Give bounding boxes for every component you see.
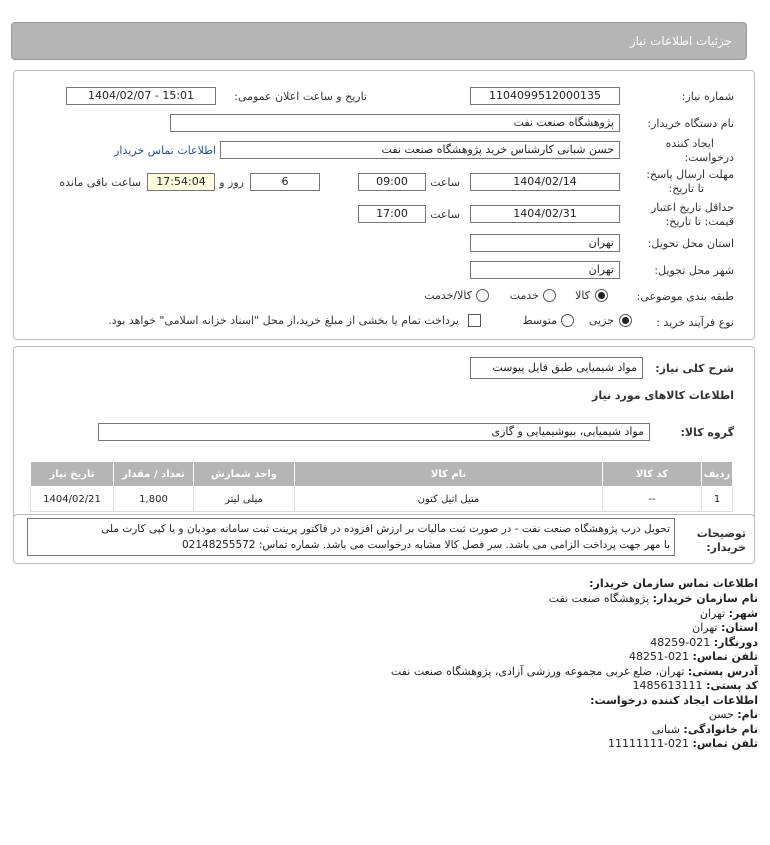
col-date: تاریخ نیاز (31, 462, 114, 487)
col-quantity: تعداد / مقدار (114, 462, 194, 487)
category-radio-service[interactable] (543, 289, 556, 302)
deadline-label-1: مهلت ارسال پاسخ: (646, 168, 734, 181)
treasury-payment-checkbox[interactable] (468, 314, 481, 327)
notes-label-2: خریدار: (706, 541, 746, 554)
deadline-label-2: تا تاریخ: (668, 182, 704, 195)
remaining-label: ساعت باقی مانده (59, 176, 141, 189)
buyer-org-label: نام دستگاه خریدار: (647, 117, 734, 130)
buyer-org-field: پژوهشگاه صنعت نفت (170, 114, 620, 132)
notes-label-1: توضیحات (696, 527, 746, 540)
contact-postal: کد پستی: 1485613111 (632, 679, 758, 692)
process-option-medium: متوسط (522, 314, 557, 327)
process-radio-minor[interactable] (619, 314, 632, 327)
creator-label-2: درخواست: (684, 151, 734, 164)
contact-title: اطلاعات تماس سازمان خریدار: (589, 577, 758, 590)
goods-table-header (31, 462, 733, 487)
process-label: نوع فرآیند خرید : (656, 316, 734, 329)
time-remaining-field: 17:54:04 (147, 173, 215, 191)
days-remaining-field: 6 (250, 173, 320, 191)
announce-label: تاریخ و ساعت اعلان عمومی: (234, 90, 367, 103)
validity-label-1: حداقل تاریخ اعتبار (650, 201, 734, 214)
table-row (31, 487, 733, 512)
buyer-contact-link[interactable]: اطلاعات تماس خریدار (114, 144, 216, 157)
contact-org: نام سازمان خریدار: پژوهشگاه صنعت نفت (548, 592, 758, 605)
cell-quantity: 1,800 (114, 487, 194, 512)
contact-phone: تلفن تماس: 021-48251 (629, 650, 758, 663)
notes-line-1: تحویل درب پژوهشگاه صنعت نفت - در صورت ثبت مالیات بر ارزش افزوده در فاکتور پرینت ثبت سامانه مودیان و یا کپی کارت ملی (101, 523, 670, 535)
cell-code: -- (603, 487, 702, 512)
city-label: شهر محل تحویل: (654, 264, 734, 277)
col-row: ردیف (702, 462, 733, 487)
cell-unit: میلی لیتر (194, 487, 295, 512)
cell-date: 1404/02/21 (31, 487, 114, 512)
category-label: طبقه بندی موضوعی: (636, 290, 734, 303)
contact-province: استان: تهران (692, 621, 758, 634)
creator-family: نام خانوادگی: شبانی (651, 723, 758, 736)
notes-line-2: با مهر جهت پرداخت الزامی می باشد. سر فصل کالا مشابه درخواست می باشد. شماره تماس: 02148255572 (182, 539, 670, 551)
contact-fax: دورنگار: 021-48259 (650, 636, 758, 649)
city-field: تهران (470, 261, 620, 279)
summary-label: شرح کلی نیاز: (655, 362, 734, 375)
process-option-minor: جزیی (588, 314, 614, 327)
goods-group-field: مواد شیمیایی، بیوشیمیایی و گازی (98, 423, 650, 441)
creator-phone: تلفن تماس: 021-11111111 (608, 737, 758, 750)
col-name: نام کالا (295, 462, 603, 487)
col-code: کد کالا (603, 462, 702, 487)
category-radio-goods-service[interactable] (476, 289, 489, 302)
creator-name: نام: حسن (708, 708, 758, 721)
validity-label-2: قیمت: تا تاریخ: (665, 215, 734, 228)
validity-date-field: 1404/02/31 (470, 205, 620, 223)
category-option-service: خدمت (509, 289, 539, 302)
need-number-field: 1104099512000135 (470, 87, 620, 105)
notes-box (27, 518, 675, 556)
days-label: روز و (219, 176, 244, 189)
page-title: جزئیات اطلاعات نیاز (629, 34, 732, 48)
category-option-goods: کالا (575, 289, 590, 302)
contact-city: شهر: تهران (699, 607, 758, 620)
deadline-time-field: 09:00 (358, 173, 426, 191)
creator-title: اطلاعات ایجاد کننده درخواست: (590, 694, 758, 707)
announce-datetime-field: 1404/02/07 - 15:01 (66, 87, 216, 105)
category-radio-goods[interactable] (595, 289, 608, 302)
creator-label-1: ایجاد کننده (665, 137, 714, 150)
contact-address: آدرس پستی: تهران، ضلع غربی مجموعه ورزشی آزادی، پژوهشگاه صنعت نفت (390, 665, 758, 678)
creator-field: حسن شبانی کارشناس خرید پژوهشگاه صنعت نفت (220, 141, 620, 159)
treasury-payment-note: پرداخت تمام یا بخشی از مبلغ خرید،از محل "اسناد خزانه اسلامی" خواهد بود. (108, 314, 459, 327)
deadline-date-field: 1404/02/14 (470, 173, 620, 191)
province-label: استان محل تحویل: (647, 237, 734, 250)
need-number-label: شماره نیاز: (681, 90, 734, 103)
deadline-time-label: ساعت (430, 176, 460, 189)
summary-field: مواد شیمیایی طبق فایل پیوست (470, 357, 643, 379)
cell-name: متیل اتیل کتون (295, 487, 603, 512)
page-header (11, 22, 747, 60)
col-unit: واحد شمارش (194, 462, 295, 487)
process-radio-medium[interactable] (561, 314, 574, 327)
category-option-goods-service: کالا/خدمت (424, 289, 472, 302)
goods-group-label: گروه کالا: (680, 426, 734, 439)
goods-info-title: اطلاعات کالاهای مورد نیاز (592, 389, 734, 402)
validity-time-field: 17:00 (358, 205, 426, 223)
province-field: تهران (470, 234, 620, 252)
goods-table (30, 461, 733, 512)
validity-time-label: ساعت (430, 208, 460, 221)
cell-row: 1 (702, 487, 733, 512)
